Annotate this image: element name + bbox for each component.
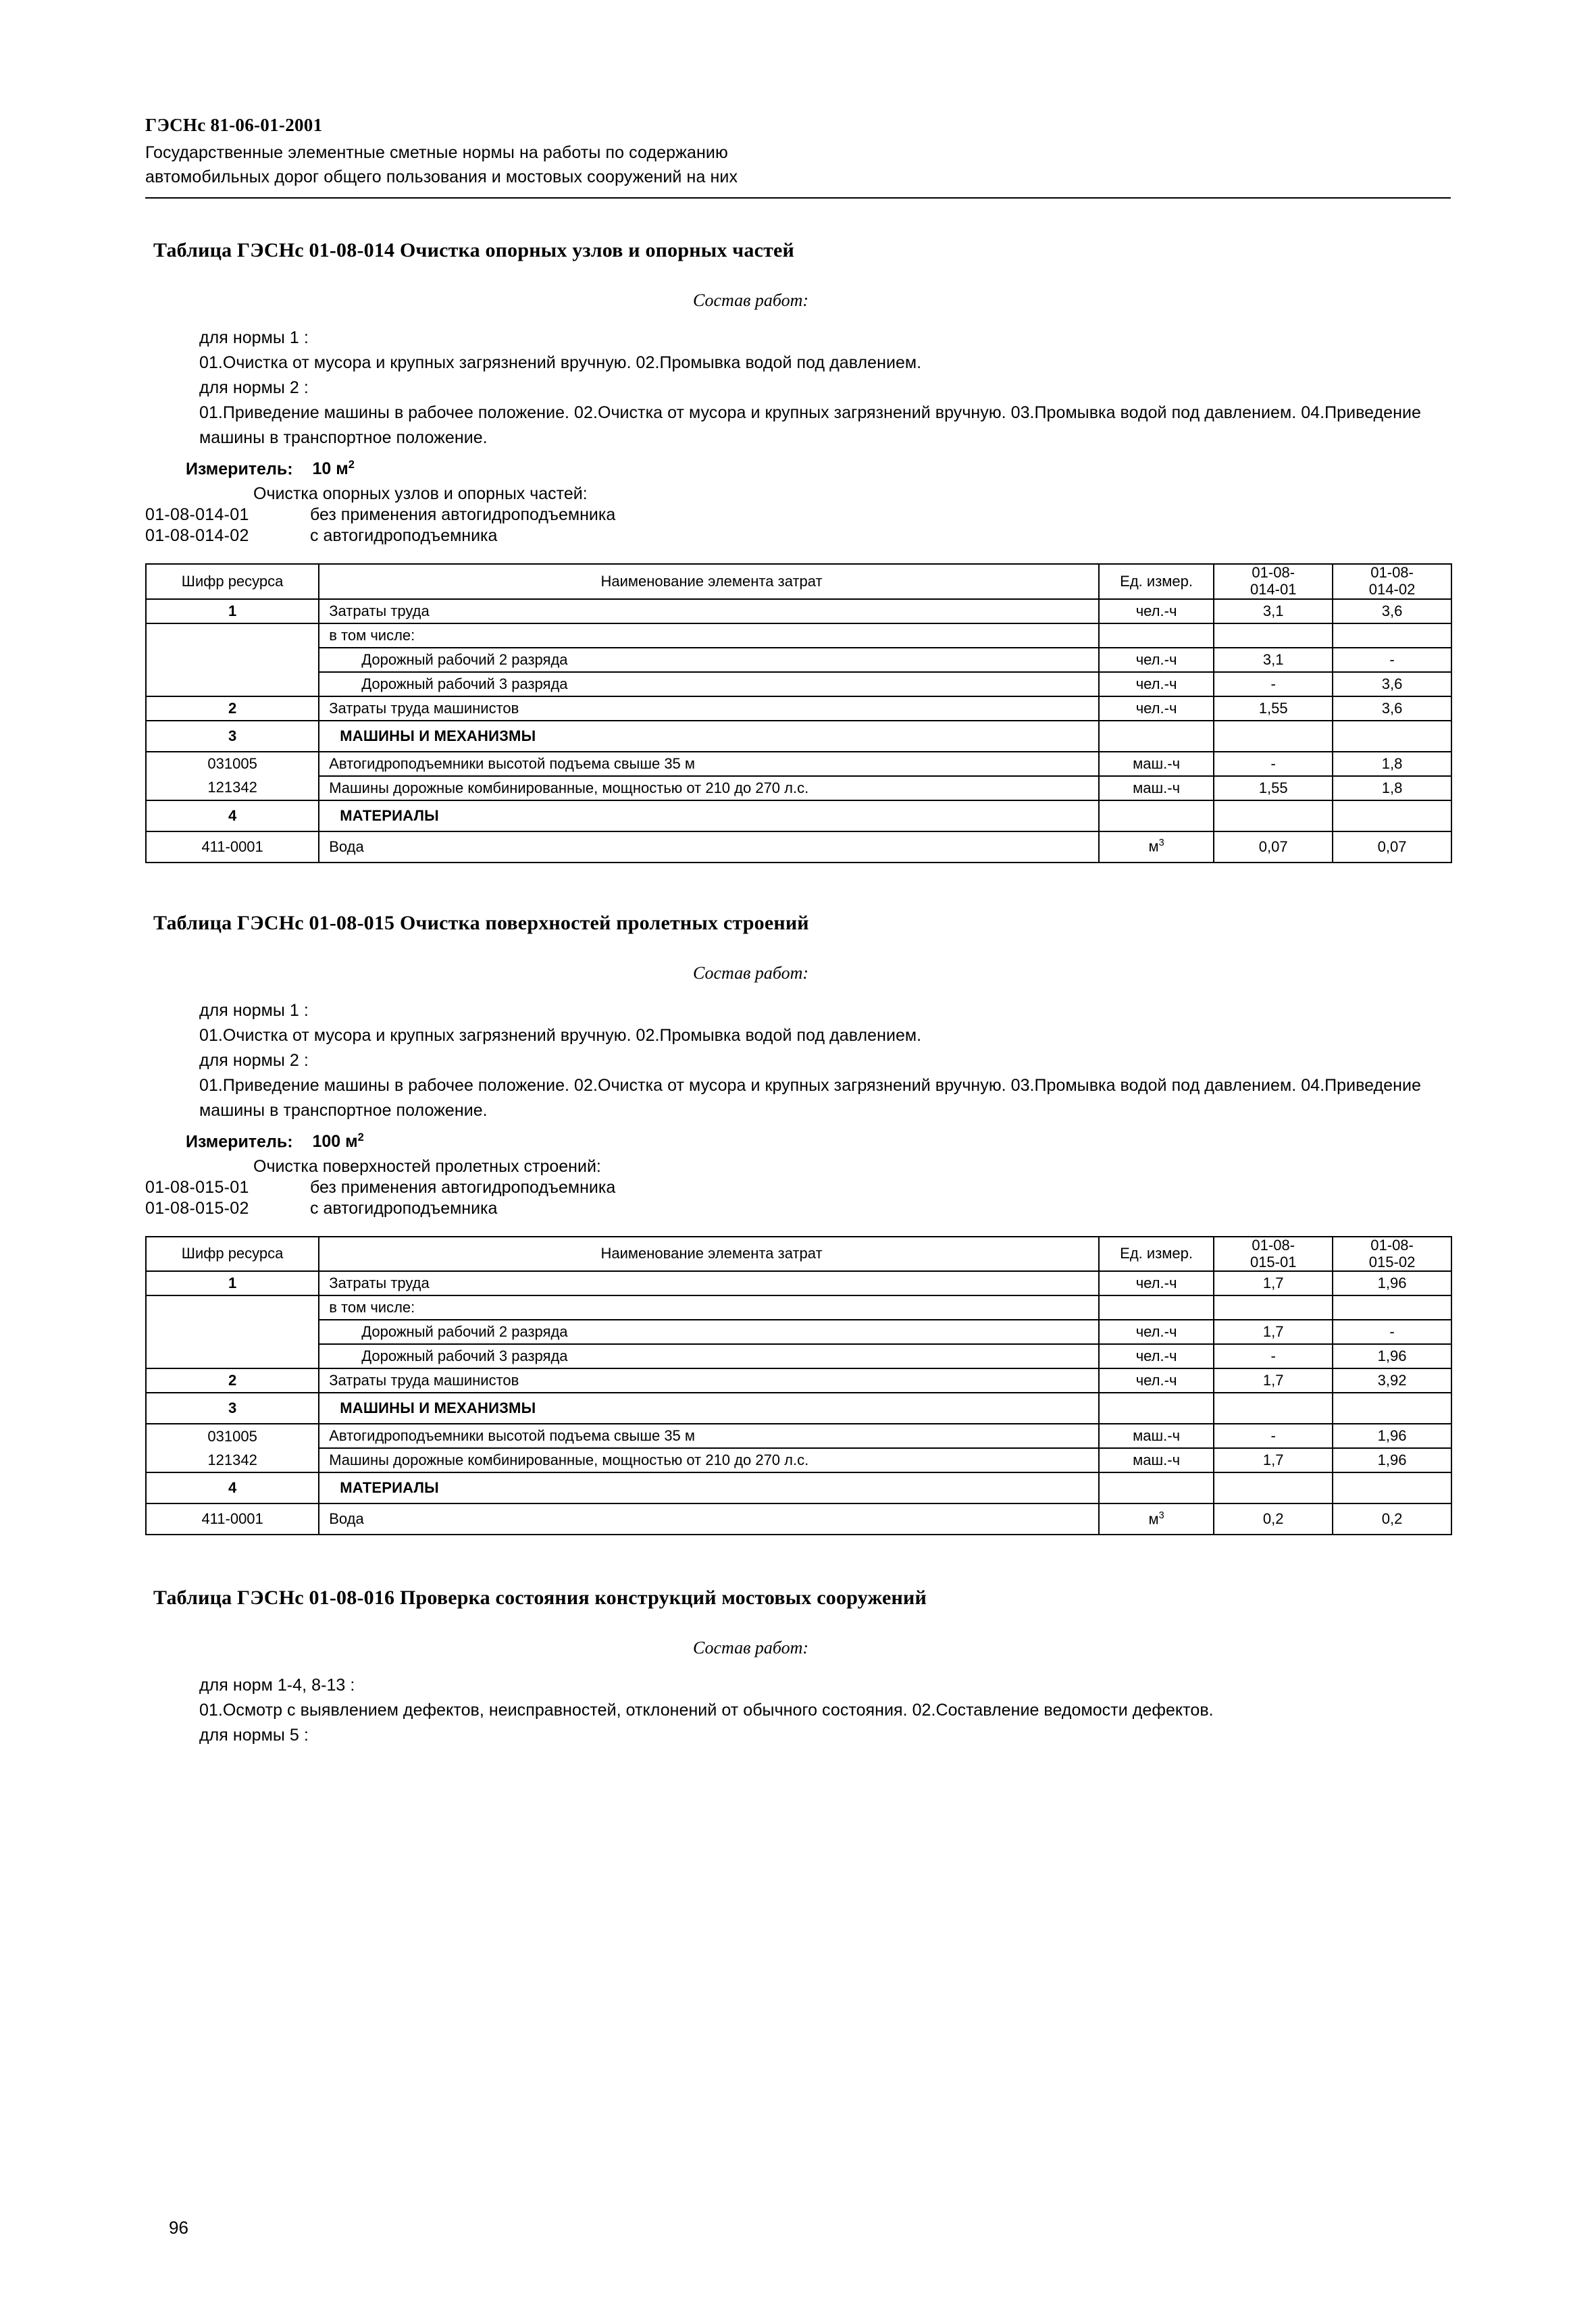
table-row [146,1472,1451,1503]
section-01-08-016 [145,1587,1451,1748]
cell-value-1: 1,55 [1214,776,1333,800]
measure-line [145,459,1451,479]
section-title: Таблица ГЭСНс 01-08-016 Проверка состояния конструкций мостовых сооружений [153,1587,927,1610]
cell-unit [1099,1295,1214,1320]
table-row [146,752,1451,776]
table-row [146,1320,1451,1344]
cell-name: в том числе: [319,1295,1099,1320]
norm-code: 01-08-015-02 [145,1198,249,1218]
column-header-unit: Ед. измер. [1099,1237,1214,1271]
table-header-row [146,564,1451,598]
column-header-norm-1-top: 01-08- [1252,564,1295,582]
cell-name: Затраты труда [319,1271,1099,1295]
column-header-norm-2 [1333,564,1451,598]
section-01-08-015 [145,912,1451,1536]
cell-name: Затраты труда машинистов [319,1368,1099,1393]
cell-value-2 [1333,800,1451,831]
cell-name: Машины дорожные комбинированные, мощностью от 210 до 270 л.с. [319,776,1099,800]
column-header-unit: Ед. измер. [1099,564,1214,598]
column-header-norm-1-bottom: 015-01 [1250,1253,1297,1270]
cell-code: 411-0001 [146,1503,319,1535]
norm-code: 01-08-015-01 [145,1177,249,1197]
table-row [146,831,1451,863]
cell-value-1: 0,2 [1214,1503,1333,1535]
document-code: ГЭСНс 81-06-01-2001 [145,115,323,135]
column-header-norm-1 [1214,1237,1333,1271]
norm-code: 01-08-014-02 [145,526,249,546]
column-header-code: Шифр ресурса [146,564,319,598]
cell-name: Автогидроподъемники высотой подъема свыше 35 м [319,1424,1099,1448]
table-row [146,1295,1451,1320]
cell-value-1: 1,55 [1214,696,1333,721]
cell-value-1 [1214,1295,1333,1320]
cell-value-2: 0,07 [1333,831,1451,863]
cell-name: Вода [319,831,1099,863]
column-header-norm-2-bottom: 015-02 [1368,1253,1416,1270]
cell-name: Автогидроподъемники высотой подъема свыше 35 м [319,752,1099,776]
cell-code [146,1320,319,1344]
document-subtitle-line-1: Государственные элементные сметные нормы на работы по содержанию [145,143,728,162]
cell-unit: маш.-ч [1099,1424,1214,1448]
works-caption: Состав работ: [692,290,809,310]
document-header [145,115,1451,199]
section-01-08-014 [145,239,1451,863]
cell-value-1: 0,07 [1214,831,1333,863]
cell-code: 4 [146,1472,319,1503]
measure-line [145,1131,1451,1152]
measure-value: 100 м [312,1131,358,1151]
cell-value-1: - [1214,752,1333,776]
norm-desc: с автогидроподъемника [310,1198,498,1218]
column-header-norm-2-bottom: 014-02 [1368,580,1416,598]
cell-code: 031005 [146,752,319,776]
cell-value-1 [1214,623,1333,648]
norm-desc: без применения автогидроподъемника [310,505,616,525]
column-header-code: Шифр ресурса [146,1237,319,1271]
cell-value-2: 3,6 [1333,672,1451,696]
cell-value-2: 1,96 [1333,1344,1451,1368]
cell-value-1: 3,1 [1214,599,1333,623]
table-row [146,648,1451,672]
table-row [146,776,1451,800]
cell-code: 411-0001 [146,831,319,863]
cell-name: Машины дорожные комбинированные, мощностью от 210 до 270 л.с. [319,1448,1099,1472]
cell-value-2: 1,8 [1333,776,1451,800]
cell-name: Дорожный рабочий 2 разряда [319,648,1099,672]
cell-value-2: 3,6 [1333,696,1451,721]
cell-value-1: - [1214,1424,1333,1448]
cell-value-1 [1214,800,1333,831]
cell-value-1: - [1214,672,1333,696]
header-divider [145,197,1451,199]
norm-label: для норм 1-4, 8-13 : [199,1676,355,1695]
table-row [146,599,1451,623]
cell-unit: $м^3$ [1099,831,1214,863]
norm-desc: с автогидроподъемника [310,526,498,546]
cell-value-1: 1,7 [1214,1271,1333,1295]
column-header-name: Наименование элемента затрат [319,1237,1099,1271]
cell-value-1: 1,7 [1214,1320,1333,1344]
cell-value-1 [1214,1393,1333,1424]
cell-code: 4 [146,800,319,831]
table-row [146,721,1451,752]
cell-code: 121342 [146,776,319,800]
cell-unit [1099,1393,1214,1424]
norms-header: Очистка поверхностей пролетных строений: [253,1156,601,1176]
cell-unit: чел.-ч [1099,1344,1214,1368]
column-header-norm-1 [1214,564,1333,598]
column-header-norm-1-bottom: 014-01 [1250,580,1297,598]
table-row [146,1503,1451,1535]
cell-value-2: 1,96 [1333,1271,1451,1295]
cell-name: МАШИНЫ И МЕХАНИЗМЫ [319,721,1099,752]
cell-name: Дорожный рабочий 2 разряда [319,1320,1099,1344]
cell-code: 031005 [146,1424,319,1448]
cell-code [146,1344,319,1368]
table-row [146,1424,1451,1448]
table-row [146,800,1451,831]
cell-unit: маш.-ч [1099,752,1214,776]
norm-label: для нормы 2 : [199,378,309,397]
cell-code: 2 [146,696,319,721]
table-row [146,1393,1451,1424]
cell-value-2 [1333,1472,1451,1503]
table-row [146,696,1451,721]
cell-value-2: - [1333,648,1451,672]
norm-text: 01.Очистка от мусора и крупных загрязнений вручную. 02.Промывка водой под давлением. [199,1025,922,1045]
cell-unit: чел.-ч [1099,1320,1214,1344]
cell-name: в том числе: [319,623,1099,648]
cell-name: МАТЕРИАЛЫ [319,1472,1099,1503]
code-row [145,1199,1451,1218]
norm-label: для нормы 5 : [199,1726,309,1745]
cell-name: МАШИНЫ И МЕХАНИЗМЫ [319,1393,1099,1424]
cell-name: Затраты труда [319,599,1099,623]
cell-name: Затраты труда машинистов [319,696,1099,721]
cell-name: Вода [319,1503,1099,1535]
code-row [145,1178,1451,1198]
cell-code: 3 [146,1393,319,1424]
column-header-norm-2-top: 01-08- [1370,1236,1414,1254]
cell-value-2: 1,96 [1333,1448,1451,1472]
resource-table [145,563,1452,863]
cell-value-1: 3,1 [1214,648,1333,672]
cell-value-2: - [1333,1320,1451,1344]
table-row [146,1271,1451,1295]
code-row [145,505,1451,525]
column-header-name: Наименование элемента затрат [319,564,1099,598]
column-header-norm-2 [1333,1237,1451,1271]
column-header-norm-2-top: 01-08- [1370,564,1414,582]
norm-text: 01.Приведение машины в рабочее положение. 02.Очистка от мусора и крупных загрязнений вручную. 03.Промывка водой под давлением. 04.Приведение машины в транспортное положение. [199,403,1421,447]
section-title: Таблица ГЭСНс 01-08-015 Очистка поверхностей пролетных строений [153,911,809,934]
cell-code: 1 [146,599,319,623]
cell-unit [1099,721,1214,752]
cell-name: Дорожный рабочий 3 разряда [319,672,1099,696]
cell-value-2: 3,6 [1333,599,1451,623]
cell-unit [1099,623,1214,648]
cell-value-1 [1214,1472,1333,1503]
document-subtitle-line-2: автомобильных дорог общего пользования и мостовых сооружений на них [145,167,738,186]
cell-code [146,623,319,648]
cell-value-2 [1333,623,1451,648]
norm-label: для нормы 1 : [199,328,309,347]
column-header-norm-1-top: 01-08- [1252,1236,1295,1254]
norm-text: 01.Приведение машины в рабочее положение. 02.Очистка от мусора и крупных загрязнений вручную. 03.Промывка водой под давлением. 04.Приведение машины в транспортное положение. [199,1075,1421,1120]
cell-unit: чел.-ч [1099,672,1214,696]
cell-unit: $м^3$ [1099,1503,1214,1535]
cell-unit [1099,1472,1214,1503]
cell-value-2 [1333,1393,1451,1424]
page-number: 96 [169,2217,188,2238]
cell-unit: маш.-ч [1099,776,1214,800]
table-row [146,1448,1451,1472]
cell-unit: чел.-ч [1099,696,1214,721]
table-row [146,623,1451,648]
cell-value-1: - [1214,1344,1333,1368]
resource-table [145,1236,1452,1535]
norm-label: для нормы 1 : [199,1000,309,1020]
cell-code [146,1295,319,1320]
table-row [146,672,1451,696]
measure-label: Измеритель: [186,459,293,479]
table-row [146,1344,1451,1368]
cell-unit: маш.-ч [1099,1448,1214,1472]
cell-value-2 [1333,1295,1451,1320]
norms-header: Очистка опорных узлов и опорных частей: [253,484,588,504]
table-row [146,1368,1451,1393]
cell-name: Дорожный рабочий 3 разряда [319,1344,1099,1368]
cell-code [146,672,319,696]
works-caption: Состав работ: [692,962,809,983]
cell-unit: чел.-ч [1099,1368,1214,1393]
cell-value-2 [1333,721,1451,752]
cell-code [146,648,319,672]
cell-value-2: 3,92 [1333,1368,1451,1393]
table-header-row [146,1237,1451,1271]
works-caption: Состав работ: [692,1638,809,1658]
cell-code: 121342 [146,1448,319,1472]
cell-unit: чел.-ч [1099,648,1214,672]
cell-unit: чел.-ч [1099,1271,1214,1295]
norm-label: для нормы 2 : [199,1050,309,1070]
cell-name: МАТЕРИАЛЫ [319,800,1099,831]
cell-value-2: 1,8 [1333,752,1451,776]
norm-text: 01.Осмотр с выявлением дефектов, неисправностей, отклонений от обычного состояния. 02.Составление ведомости дефектов. [199,1701,1214,1720]
cell-unit [1099,800,1214,831]
cell-value-1: 1,7 [1214,1448,1333,1472]
cell-code: 2 [146,1368,319,1393]
measure-value: 10 м [312,459,349,479]
cell-unit: чел.-ч [1099,599,1214,623]
norm-desc: без применения автогидроподъемника [310,1177,616,1197]
measure-sup: 2 [357,1131,364,1143]
section-title: Таблица ГЭСНс 01-08-014 Очистка опорных узлов и опорных частей [153,239,795,261]
norm-text: 01.Очистка от мусора и крупных загрязнений вручную. 02.Промывка водой под давлением. [199,353,922,372]
cell-code: 3 [146,721,319,752]
cell-value-2: 1,96 [1333,1424,1451,1448]
cell-value-1 [1214,721,1333,752]
cell-value-2: 0,2 [1333,1503,1451,1535]
norm-code: 01-08-014-01 [145,505,249,525]
cell-value-1: 1,7 [1214,1368,1333,1393]
cell-code: 1 [146,1271,319,1295]
code-row [145,526,1451,546]
measure-sup: 2 [348,459,355,471]
measure-label: Измеритель: [186,1131,293,1151]
